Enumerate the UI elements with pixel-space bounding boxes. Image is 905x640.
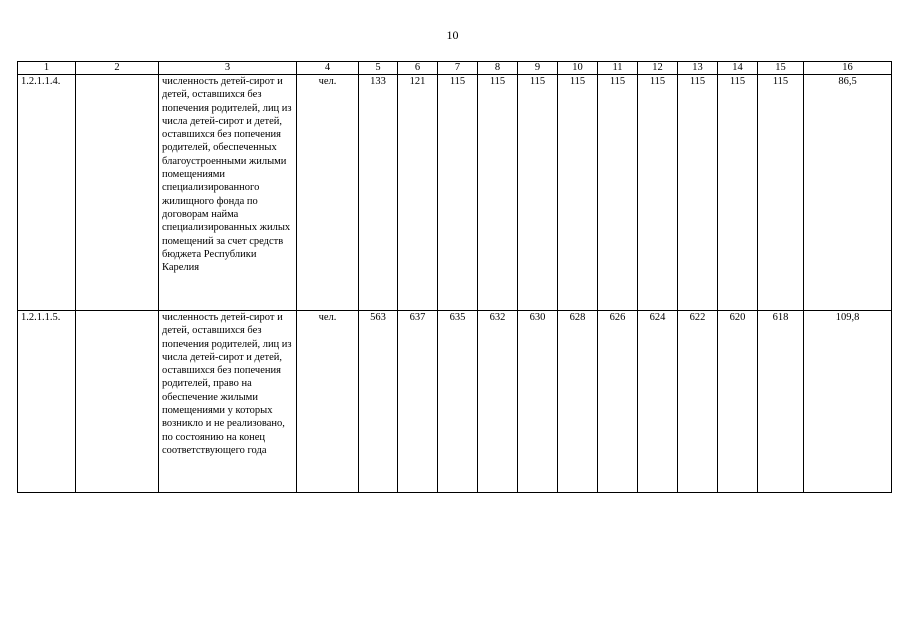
indicator-table (17, 61, 892, 493)
header-cell: 1 (18, 62, 76, 75)
row-description: численность детей-сирот и детей, оставшихся без попечения родителей, лиц из числа детей-сирот и детей, оставшихся без попечения родителей, обеспеченных благоустроенными жилыми помещениями специализированного жилищного фонда по договорам найма специализированных жилых помещений за счет средств бюджета Республики Карелия (159, 75, 297, 311)
header-cell: 7 (438, 62, 478, 75)
row-value: 115 (558, 75, 598, 311)
row-value: 86,5 (804, 75, 892, 311)
row-value: 626 (598, 311, 638, 493)
row-value: 628 (558, 311, 598, 493)
row-value: 115 (478, 75, 518, 311)
row-value: 622 (678, 311, 718, 493)
header-cell: 4 (297, 62, 359, 75)
header-cell: 16 (804, 62, 892, 75)
header-cell: 13 (678, 62, 718, 75)
row-value: 624 (638, 311, 678, 493)
row-value: 630 (518, 311, 558, 493)
row-code: 1.2.1.1.4. (18, 75, 76, 311)
row-unit: чел. (297, 311, 359, 493)
row-value: 637 (398, 311, 438, 493)
row-value: 115 (758, 75, 804, 311)
row-value: 620 (718, 311, 758, 493)
row-value: 115 (598, 75, 638, 311)
row-value: 618 (758, 311, 804, 493)
row-value: 115 (438, 75, 478, 311)
header-cell: 5 (359, 62, 398, 75)
row-description: численность детей-сирот и детей, оставшихся без попечения родителей, лиц из числа детей-сирот и детей, оставшихся без попечения родителей, право на обеспечение жилыми помещениями у которых возникло и не реализовано, по состоянию на конец соответствующего года (159, 311, 297, 493)
row-value: 109,8 (804, 311, 892, 493)
row-value: 635 (438, 311, 478, 493)
row-value: 115 (678, 75, 718, 311)
row-value: 115 (638, 75, 678, 311)
page-number: 10 (446, 28, 459, 42)
row-value: 133 (359, 75, 398, 311)
row-group (76, 311, 159, 493)
row-value: 121 (398, 75, 438, 311)
header-row (18, 62, 892, 75)
header-cell: 12 (638, 62, 678, 75)
row-value: 115 (718, 75, 758, 311)
header-cell: 11 (598, 62, 638, 75)
row-value: 563 (359, 311, 398, 493)
row-unit: чел. (297, 75, 359, 311)
header-cell: 14 (718, 62, 758, 75)
header-cell: 15 (758, 62, 804, 75)
header-cell: 8 (478, 62, 518, 75)
header-cell: 3 (159, 62, 297, 75)
header-cell: 2 (76, 62, 159, 75)
row-group (76, 75, 159, 311)
header-cell: 9 (518, 62, 558, 75)
row-value: 632 (478, 311, 518, 493)
table-row (18, 75, 892, 311)
header-cell: 6 (398, 62, 438, 75)
row-value: 115 (518, 75, 558, 311)
table-row (18, 311, 892, 493)
row-code: 1.2.1.1.5. (18, 311, 76, 493)
header-cell: 10 (558, 62, 598, 75)
